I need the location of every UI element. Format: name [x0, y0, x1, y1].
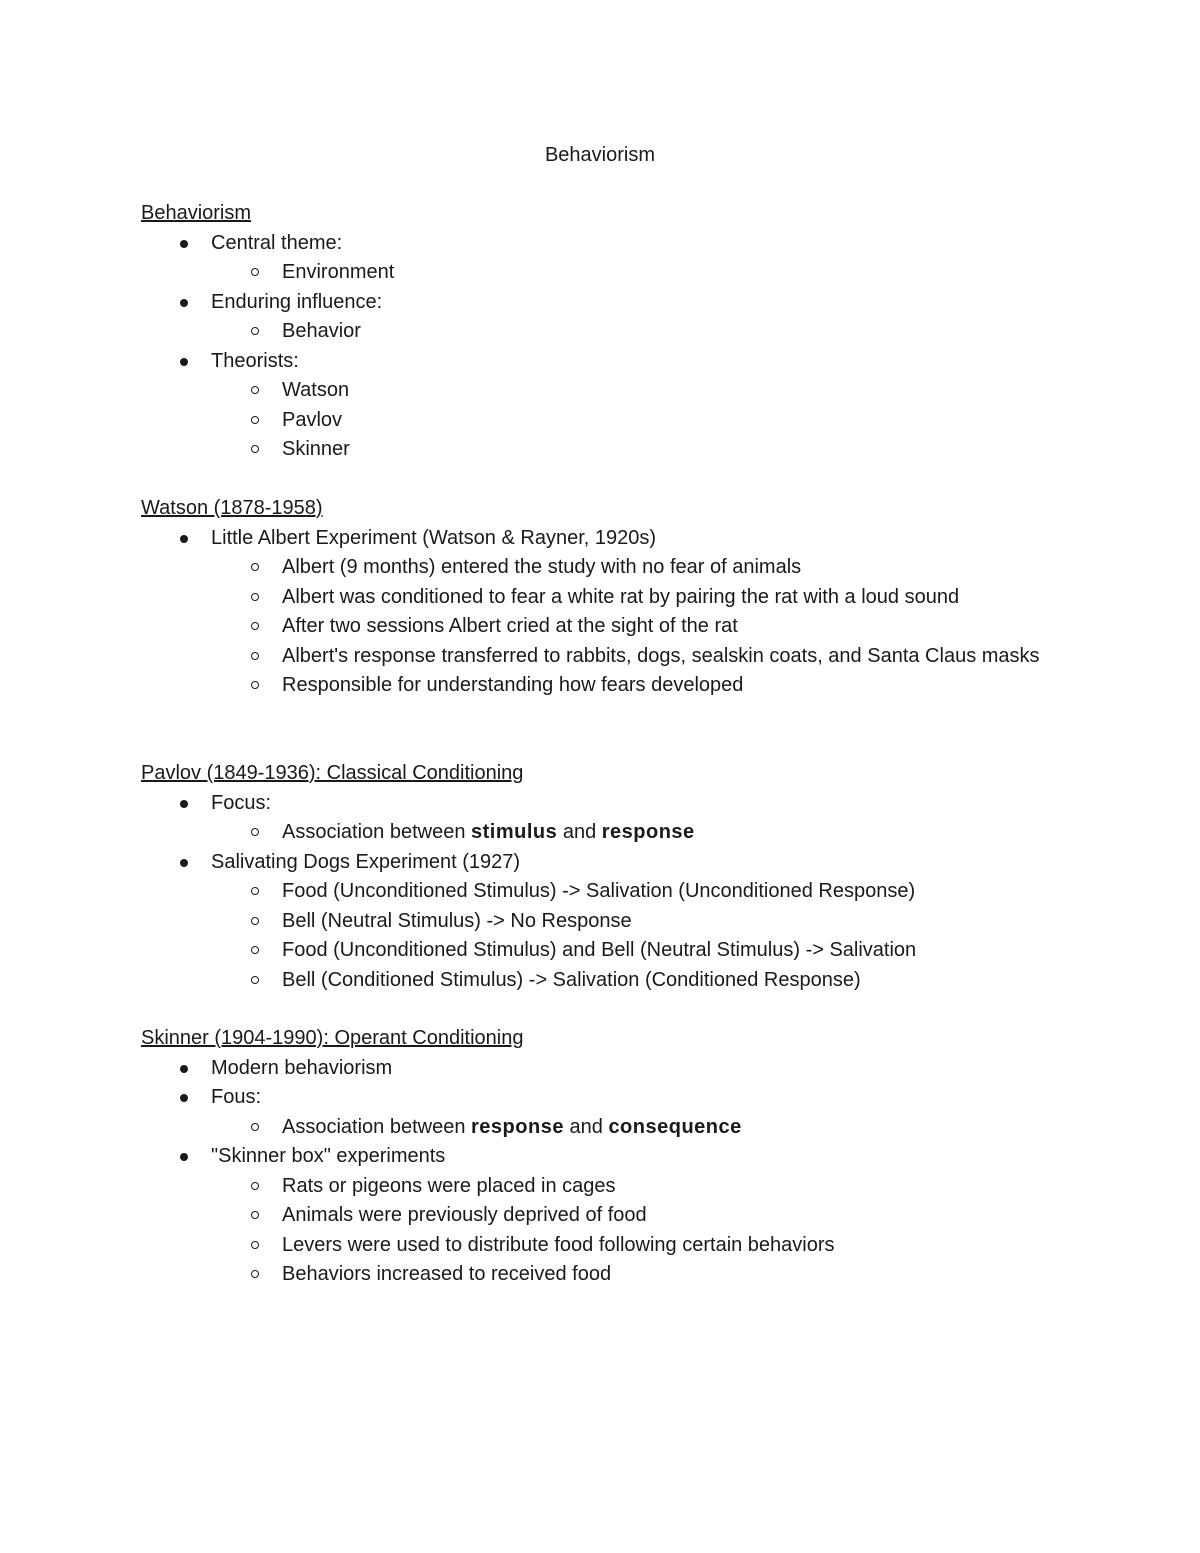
- bold-term: response: [601, 821, 695, 843]
- list-item: Bell (Conditioned Stimulus) -> Salivation (Conditioned Response): [141, 966, 1101, 996]
- hollow-bullet-icon: [251, 1211, 259, 1219]
- filled-bullet-icon: [180, 1065, 188, 1073]
- list-item: Responsible for understanding how fears developed: [141, 671, 1101, 701]
- filled-bullet-icon: [180, 1153, 188, 1161]
- list-item: Bell (Neutral Stimulus) -> No Response: [141, 907, 1101, 937]
- section-pavlov: [141, 759, 1101, 995]
- hollow-bullet-icon: [251, 946, 259, 954]
- list-item: Food (Unconditioned Stimulus) and Bell (Neutral Stimulus) -> Salivation: [141, 936, 1101, 966]
- hollow-bullet-icon: [251, 652, 259, 660]
- list-item: Enduring influence:: [141, 288, 1101, 318]
- hollow-bullet-icon: [251, 563, 259, 571]
- hollow-bullet-icon: [251, 1241, 259, 1249]
- list-item: After two sessions Albert cried at the sight of the rat: [141, 612, 1101, 642]
- section-heading: Behaviorism: [141, 202, 252, 224]
- section-heading: Watson (1878-1958): [141, 497, 323, 519]
- list-item: Watson: [141, 376, 1101, 406]
- hollow-bullet-icon: [251, 1123, 259, 1131]
- filled-bullet-icon: [180, 240, 188, 248]
- list-item: Association between response and consequence: [141, 1113, 1101, 1143]
- section-heading: Skinner (1904-1990): Operant Conditioning: [141, 1027, 524, 1049]
- hollow-bullet-icon: [251, 681, 259, 689]
- section-watson: [141, 494, 1101, 701]
- filled-bullet-icon: [180, 1094, 188, 1102]
- hollow-bullet-icon: [251, 1270, 259, 1278]
- bold-term: stimulus: [471, 821, 558, 843]
- hollow-bullet-icon: [251, 445, 259, 453]
- bullet-list: [141, 229, 1101, 465]
- hollow-bullet-icon: [251, 386, 259, 394]
- list-item: Environment: [141, 258, 1101, 288]
- bullet-list: [141, 1054, 1101, 1290]
- list-item: Salivating Dogs Experiment (1927): [141, 848, 1101, 878]
- section-behaviorism: [141, 199, 1101, 465]
- bold-term: consequence: [608, 1115, 742, 1138]
- filled-bullet-icon: [180, 800, 188, 808]
- list-item: "Skinner box" experiments: [141, 1142, 1101, 1172]
- list-item: Central theme:: [141, 229, 1101, 259]
- list-item: Focus:: [141, 789, 1101, 819]
- filled-bullet-icon: [180, 299, 188, 307]
- list-item: Little Albert Experiment (Watson & Rayner, 1920s): [141, 524, 1101, 554]
- bullet-list: [141, 524, 1101, 701]
- list-item: Skinner: [141, 435, 1101, 465]
- hollow-bullet-icon: [251, 887, 259, 895]
- list-item: Albert's response transferred to rabbits, dogs, sealskin coats, and Santa Claus masks: [141, 642, 1101, 672]
- list-item: Rats or pigeons were placed in cages: [141, 1172, 1101, 1202]
- list-item: Theorists:: [141, 347, 1101, 377]
- list-item: Food (Unconditioned Stimulus) -> Salivation (Unconditioned Response): [141, 877, 1101, 907]
- list-item: Behavior: [141, 317, 1101, 347]
- list-item: Albert (9 months) entered the study with no fear of animals: [141, 553, 1101, 583]
- hollow-bullet-icon: [251, 416, 259, 424]
- filled-bullet-icon: [180, 358, 188, 366]
- hollow-bullet-icon: [251, 917, 259, 925]
- hollow-bullet-icon: [251, 593, 259, 601]
- hollow-bullet-icon: [251, 268, 259, 276]
- document-title: Behaviorism: [544, 144, 656, 166]
- filled-bullet-icon: [180, 859, 188, 867]
- list-item: Modern behaviorism: [141, 1054, 1101, 1084]
- list-item: Albert was conditioned to fear a white rat by pairing the rat with a loud sound: [141, 583, 1101, 613]
- hollow-bullet-icon: [251, 622, 259, 630]
- list-item: Association between stimulus and response: [141, 818, 1101, 848]
- hollow-bullet-icon: [251, 828, 259, 836]
- list-item: Animals were previously deprived of food: [141, 1201, 1101, 1231]
- list-item: Behaviors increased to received food: [141, 1260, 1101, 1290]
- bold-term: response: [471, 1115, 564, 1138]
- section-skinner: [141, 1024, 1101, 1290]
- list-item: Fous:: [141, 1083, 1101, 1113]
- list-item: Pavlov: [141, 406, 1101, 436]
- section-heading: Pavlov (1849-1936): Classical Conditioning: [141, 762, 524, 784]
- hollow-bullet-icon: [251, 1182, 259, 1190]
- bullet-list: [141, 789, 1101, 996]
- hollow-bullet-icon: [251, 976, 259, 984]
- list-item: Levers were used to distribute food following certain behaviors: [141, 1231, 1101, 1261]
- filled-bullet-icon: [180, 535, 188, 543]
- hollow-bullet-icon: [251, 327, 259, 335]
